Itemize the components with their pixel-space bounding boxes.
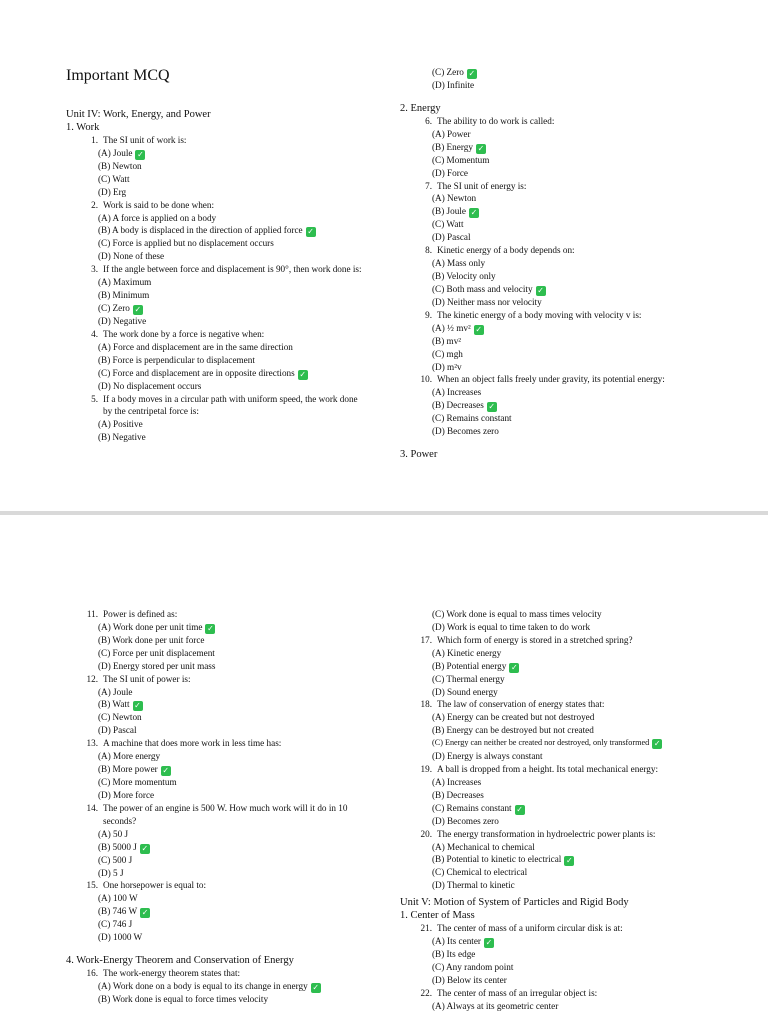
option-text: (A) A force is applied on a body [98, 212, 217, 223]
question-text: A ball is dropped from a height. Its total mechanical energy: [437, 763, 659, 774]
answer-option [66, 250, 366, 263]
answer-option [66, 367, 366, 380]
option-text: (B) 5000 J [98, 841, 137, 852]
question-stem [66, 608, 366, 621]
answer-option [400, 386, 700, 399]
answer-option [66, 160, 366, 173]
option-text: (C) More momentum [98, 777, 177, 788]
question-stem [400, 244, 700, 257]
answer-option [400, 257, 700, 270]
question-continuation [400, 66, 700, 92]
answer-option [400, 647, 730, 660]
correct-check-icon: ✓ [162, 766, 170, 776]
question-stem [66, 967, 366, 980]
answer-option [66, 237, 366, 250]
option-text: (D) Force [432, 167, 468, 178]
page-divider [0, 511, 768, 515]
question-stem [66, 328, 366, 341]
answer-option [66, 634, 366, 647]
question-number: 9. [425, 309, 432, 320]
answer-option [400, 948, 730, 961]
option-text: (C) Thermal energy [432, 673, 505, 684]
question-text: The center of mass of a uniform circular disk is at: [437, 923, 623, 934]
option-text: (A) Increases [432, 776, 482, 787]
answer-option [66, 789, 366, 802]
option-text: (B) Work done is equal to force times velocity [98, 993, 269, 1004]
answer-option [400, 270, 700, 283]
answer-option [66, 380, 366, 393]
answer-option [66, 302, 366, 315]
correct-check-icon: ✓ [137, 149, 144, 159]
question-text: If a body moves in a circular path with uniform speed, the work done by the centripetal force is: [103, 393, 358, 417]
option-text: (B) 746 W [98, 906, 138, 917]
answer-option [66, 750, 366, 763]
question [66, 328, 366, 393]
question-stem [400, 763, 730, 776]
answer-option [66, 173, 366, 186]
column-3 [66, 608, 366, 1006]
option-text: (D) Neither mass nor velocity [432, 296, 542, 307]
question-number: 6. [425, 115, 432, 126]
option-text: (B) Minimum [98, 290, 150, 301]
option-text: (D) m²v [432, 361, 462, 372]
question-text: The work done by a force is negative when: [103, 328, 265, 339]
answer-option [400, 283, 700, 296]
option-text: (C) Force per unit displacement [98, 647, 215, 658]
answer-option [400, 154, 700, 167]
option-text: (A) ½ mv² [432, 322, 471, 333]
answer-option [400, 1000, 730, 1013]
answer-option [66, 212, 366, 225]
answer-option [400, 621, 730, 634]
option-text: (A) Energy can be created but not destroyed [432, 712, 595, 723]
option-text: (B) Its edge [432, 949, 476, 960]
option-text: (D) Below its center [432, 974, 507, 985]
answer-option [66, 918, 366, 931]
option-text: (B) Potential to kinetic to electrical [432, 854, 562, 865]
answer-option [66, 276, 366, 289]
option-text: (A) 100 W [98, 893, 138, 904]
answer-option [66, 892, 366, 905]
question [400, 763, 730, 828]
option-text: (D) No displacement occurs [98, 380, 202, 391]
option-text: (A) 50 J [98, 828, 129, 839]
option-text: (B) Potential energy [432, 660, 507, 671]
option-text: (D) Energy stored per unit mass [98, 660, 216, 671]
question-stem [400, 987, 730, 1000]
answer-option [66, 431, 366, 444]
correct-check-icon: ✓ [653, 739, 661, 749]
answer-option [400, 399, 700, 412]
answer-option [400, 79, 700, 92]
question-number: 5. [91, 393, 98, 404]
answer-option [400, 776, 730, 789]
question-stem [66, 263, 366, 276]
answer-option [400, 218, 700, 231]
option-text: (B) Work done per unit force [98, 634, 205, 645]
question-text: The work-energy theorem states that: [103, 968, 241, 979]
answer-option [66, 993, 366, 1006]
question [66, 199, 366, 264]
option-text: (D) Becomes zero [432, 815, 499, 826]
option-text: (A) Kinetic energy [432, 647, 502, 658]
option-text: (D) Energy is always constant [432, 751, 543, 762]
answer-option [66, 776, 366, 789]
answer-option [66, 147, 366, 160]
option-text: (B) A body is displaced in the direction of applied force [98, 225, 303, 236]
correct-check-icon: ✓ [566, 856, 573, 866]
question-number: 15. [86, 880, 98, 891]
section-heading: 2. Energy [400, 102, 441, 114]
correct-check-icon: ✓ [475, 324, 483, 334]
answer-option [400, 425, 700, 438]
answer-option [400, 348, 700, 361]
option-text: (B) mv² [432, 335, 462, 346]
option-text: (C) Watt [98, 173, 130, 184]
question-text: The power of an engine is 500 W. How much work will it do in 10 seconds? [103, 802, 348, 826]
question-number: 21. [420, 923, 432, 934]
answer-option [66, 354, 366, 367]
answer-option [400, 879, 730, 892]
question-number: 19. [420, 763, 432, 774]
question-number: 2. [91, 199, 98, 210]
question-number: 12. [86, 673, 98, 684]
question-text: A machine that does more work in less time has: [103, 738, 282, 749]
answer-option [66, 647, 366, 660]
question-stem [400, 922, 730, 935]
question [66, 393, 366, 445]
option-text: (C) 500 J [98, 854, 133, 865]
answer-option [400, 866, 730, 879]
question-text: The energy transformation in hydroelectric power plants is: [437, 828, 656, 839]
answer-option [66, 724, 366, 737]
question-stem [66, 879, 366, 892]
option-text: (A) Mass only [432, 258, 486, 269]
question [400, 828, 730, 893]
option-text: (C) Momentum [432, 154, 490, 165]
answer-option [400, 750, 730, 763]
question-number: 20. [420, 828, 432, 839]
option-text: (A) More energy [98, 751, 161, 762]
question-stem [66, 802, 366, 828]
question-number: 4. [91, 328, 98, 339]
column-1 [66, 66, 366, 444]
question [66, 737, 366, 802]
question-text: When an object falls freely under gravity, its potential energy: [437, 374, 665, 385]
answer-option [400, 974, 730, 987]
section-heading: 4. Work-Energy Theorem and Conservation of Energy [66, 955, 294, 967]
section-heading: 1. Center of Mass [400, 910, 475, 922]
question [66, 263, 366, 328]
answer-option [400, 205, 700, 218]
question-number: 7. [425, 180, 432, 191]
correct-check-icon: ✓ [488, 402, 496, 412]
question-number: 13. [86, 738, 98, 749]
correct-check-icon: ✓ [312, 982, 320, 992]
question-stem [400, 828, 730, 841]
answer-option [66, 867, 366, 880]
option-text: (A) Power [432, 128, 471, 139]
answer-option [66, 686, 366, 699]
answer-option [66, 418, 366, 431]
option-text: (D) More force [98, 789, 155, 800]
question [400, 309, 700, 374]
question [400, 698, 730, 763]
answer-option [66, 289, 366, 302]
option-text: (B) Force is perpendicular to displacement [98, 354, 255, 365]
option-text: (D) Work is equal to time taken to do work [432, 621, 591, 632]
section-heading: 1. Work [66, 122, 100, 133]
question-stem [400, 634, 730, 647]
answer-option [400, 412, 700, 425]
answer-option [400, 335, 700, 348]
answer-option [400, 789, 730, 802]
option-text: (C) Remains constant [432, 802, 512, 813]
document-title: Important MCQ [66, 67, 170, 84]
option-text: (C) Any random point [432, 962, 514, 973]
option-text: (A) Increases [432, 387, 482, 398]
unit-heading: Unit IV: Work, Energy, and Power [66, 109, 211, 120]
question-number: 14. [86, 802, 98, 813]
answer-option [66, 931, 366, 944]
answer-option [400, 128, 700, 141]
option-text: (A) Newton [432, 193, 477, 204]
question [400, 244, 700, 309]
question-text: Power is defined as: [103, 609, 178, 619]
question-stem [400, 309, 700, 322]
question-number: 1. [91, 135, 98, 145]
question-text: The kinetic energy of a body moving with velocity v is: [437, 309, 642, 320]
answer-option [400, 802, 730, 815]
question-text: The center of mass of an irregular object is: [437, 987, 598, 998]
answer-option [66, 980, 366, 993]
option-text: (C) Chemical to electrical [432, 867, 528, 878]
option-text: (B) Watt [98, 699, 130, 710]
answer-option [66, 828, 366, 841]
option-text: (A) Force and displacement are in the same direction [98, 341, 293, 352]
answer-option [400, 660, 730, 673]
section-heading: 3. Power [400, 449, 438, 461]
question [66, 608, 366, 673]
question-stem [400, 115, 700, 128]
answer-option [400, 853, 730, 866]
option-text: (C) Remains constant [432, 413, 512, 424]
correct-check-icon: ✓ [141, 908, 149, 918]
option-text: (B) Velocity only [432, 270, 496, 281]
option-text: (A) Work done on a body is equal to its change in energy [98, 980, 308, 991]
option-text: (D) Negative [98, 315, 147, 326]
answer-option [400, 167, 700, 180]
option-text: (D) Sound energy [432, 686, 498, 697]
option-text: (C) Energy can neither be created nor destroyed, only transformed [432, 738, 650, 748]
answer-option [400, 608, 730, 621]
correct-check-icon: ✓ [141, 843, 149, 853]
option-text: (C) Force and displacement are in opposite directions [98, 367, 295, 378]
answer-option [400, 737, 730, 750]
question [66, 673, 366, 738]
question-stem [66, 199, 366, 212]
option-text: (C) Force is applied but no displacement occurs [98, 238, 274, 249]
option-text: (A) Maximum [98, 277, 152, 288]
answer-option [400, 231, 700, 244]
question-stem [66, 134, 366, 147]
question [400, 987, 730, 1013]
correct-check-icon: ✓ [516, 804, 523, 814]
question [400, 634, 730, 699]
answer-option [66, 698, 366, 711]
answer-option [66, 763, 366, 776]
option-text: (D) 5 J [98, 867, 124, 878]
answer-option [400, 841, 730, 854]
correct-check-icon: ✓ [537, 285, 544, 295]
column-2 [400, 66, 700, 461]
correct-check-icon: ✓ [468, 69, 476, 78]
option-text: (C) mgh [432, 348, 463, 359]
question-stem [66, 737, 366, 750]
answer-option [400, 141, 700, 154]
option-text: (B) Decreases [432, 400, 484, 411]
option-text: (A) Work done per unit time [98, 621, 203, 632]
answer-option [66, 854, 366, 867]
question [66, 879, 366, 944]
question-number: 22. [420, 987, 432, 998]
question-stem [400, 698, 730, 711]
question-number: 16. [86, 968, 98, 979]
option-text: (D) Erg [98, 186, 127, 197]
correct-check-icon: ✓ [299, 369, 307, 379]
option-text: (B) Joule [432, 206, 466, 217]
question-number: 10. [420, 374, 432, 385]
option-text: (C) Zero [432, 67, 464, 77]
answer-option [400, 935, 730, 948]
option-text: (A) Its center [432, 936, 481, 947]
answer-option [66, 315, 366, 328]
answer-option [400, 361, 700, 374]
question-text: If the angle between force and displacement is 90°, then work done is: [103, 264, 362, 275]
option-text: (B) Newton [98, 160, 142, 171]
answer-option [400, 673, 730, 686]
column-4 [400, 608, 730, 1013]
option-text: (D) Pascal [432, 232, 471, 243]
unit-heading: Unit V: Motion of System of Particles and Rigid Body [400, 897, 629, 909]
option-text: (C) Zero [98, 302, 130, 313]
question [400, 373, 700, 438]
answer-option [400, 961, 730, 974]
question-text: The SI unit of work is: [103, 135, 187, 145]
question [66, 967, 366, 1006]
option-text: (C) Both mass and velocity [432, 283, 533, 294]
option-text: (A) Joule [98, 686, 133, 697]
correct-check-icon: ✓ [477, 143, 485, 153]
question-text: The ability to do work is called: [437, 115, 555, 126]
question-text: Kinetic energy of a body depends on: [437, 245, 575, 256]
option-text: (B) Decreases [432, 789, 484, 800]
option-text: (C) Work done is equal to mass times velocity [432, 609, 602, 619]
question-stem [400, 373, 700, 386]
correct-check-icon: ✓ [134, 304, 142, 314]
question [400, 922, 730, 987]
answer-option [66, 341, 366, 354]
correct-check-icon: ✓ [485, 938, 493, 948]
option-text: (B) Energy can be destroyed but not created [432, 725, 594, 736]
option-text: (D) Thermal to kinetic [432, 880, 515, 891]
answer-option [66, 186, 366, 199]
option-text: (D) Infinite [432, 80, 475, 90]
answer-option [66, 711, 366, 724]
answer-option [400, 724, 730, 737]
question-text: The SI unit of power is: [103, 673, 191, 684]
question-text: One horsepower is equal to: [103, 880, 207, 891]
option-text: (B) Negative [98, 432, 146, 443]
answer-option [400, 66, 700, 79]
question-text: The law of conservation of energy states that: [437, 699, 605, 710]
question-number: 17. [420, 634, 432, 645]
question-number: 18. [420, 699, 432, 710]
question [400, 115, 700, 180]
question-continuation [400, 608, 730, 634]
answer-option [400, 192, 700, 205]
option-text: (C) Watt [432, 219, 464, 230]
option-text: (D) None of these [98, 251, 165, 262]
option-text: (C) Newton [98, 712, 142, 723]
option-text: (A) Joule [98, 147, 133, 158]
option-text: (B) Energy [432, 141, 473, 152]
question-stem [400, 180, 700, 193]
answer-option [400, 815, 730, 828]
answer-option [400, 711, 730, 724]
correct-check-icon: ✓ [510, 662, 518, 672]
answer-option [400, 296, 700, 309]
answer-option [66, 621, 366, 634]
option-text: (B) More power [98, 764, 158, 775]
question-number: 8. [425, 245, 432, 256]
question-text: The SI unit of energy is: [437, 180, 527, 191]
option-text: (C) 746 J [98, 919, 133, 930]
question-stem [66, 393, 366, 419]
question [66, 134, 366, 199]
question-text: Work is said to be done when: [103, 199, 215, 210]
option-text: (A) Always at its geometric center [432, 1000, 559, 1011]
correct-check-icon: ✓ [207, 623, 214, 633]
answer-option [400, 322, 700, 335]
answer-option [400, 686, 730, 699]
option-text: (A) Mechanical to chemical [432, 841, 535, 852]
question [66, 802, 366, 880]
question-number: 3. [91, 264, 98, 275]
question-number: 11. [86, 609, 98, 619]
question-stem [66, 673, 366, 686]
option-text: (D) Pascal [98, 725, 137, 736]
correct-check-icon: ✓ [307, 227, 314, 237]
question-text: Which form of energy is stored in a stretched spring? [437, 634, 633, 645]
question [400, 180, 700, 245]
option-text: (D) Becomes zero [432, 426, 499, 437]
correct-check-icon: ✓ [134, 701, 141, 711]
correct-check-icon: ✓ [470, 208, 478, 218]
answer-option [66, 905, 366, 918]
answer-option [66, 224, 366, 237]
option-text: (D) 1000 W [98, 932, 143, 943]
answer-option [66, 660, 366, 673]
option-text: (A) Positive [98, 419, 143, 430]
answer-option [66, 841, 366, 854]
